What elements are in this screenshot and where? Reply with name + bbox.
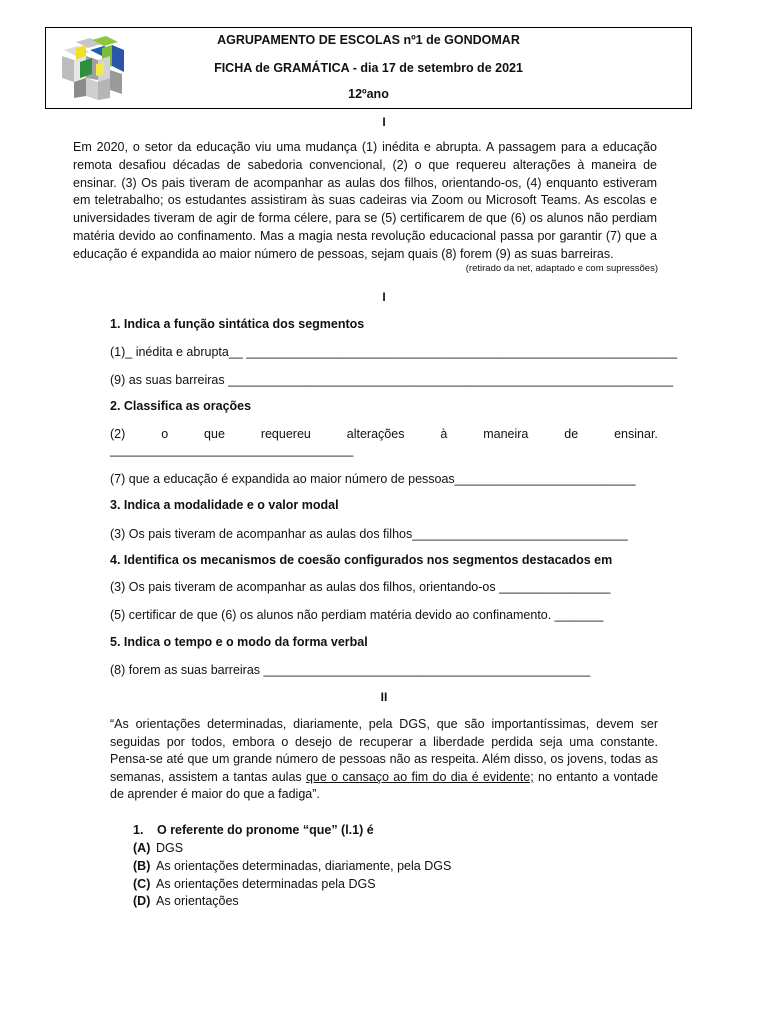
question-3-item-a: (3) Os pais tiveram de acompanhar as aulas dos filhos_______________________________ <box>110 527 628 541</box>
option-letter: (D) <box>133 894 151 908</box>
mc-question <box>133 823 374 837</box>
question-2-item-a-words <box>110 427 658 441</box>
mc-option-c <box>133 877 376 891</box>
mc-question-text: O referente do pronome “que” (l.1) é <box>157 823 374 837</box>
option-letter: (C) <box>133 877 151 891</box>
section-heading-1: I <box>382 115 386 129</box>
question-1-title: 1. Indica a função sintática dos segmentos <box>110 317 365 331</box>
mc-option-a <box>133 841 183 855</box>
text-paragraph-1: Em 2020, o setor da educação viu uma mudança (1) inédita e abrupta. A passagem para a educação remota desafiou décadas de sabedoria convencional, (2) o que requereu alterações à maneira de ensinar. (3) Os pais tiveram de acompanhar as aulas dos filhos, orientando-os, (4) enquanto estiveram em teletrabalho; os estudantes assistiram às suas cadeiras via Zoom ou Microsoft Teams. As escolas e universidades tiveram de agir de forma célere, para se (5) certificarem de que (6) os alunos não perdiam matéria devido ao confinamento. Mas a magia nesta revolução educacional passa por garantir (7) que a educação é expandida ao maior número de pessoas, sejam quais (8) forem (9) as suas barreiras. <box>73 140 657 261</box>
question-2-item-a <box>110 427 658 457</box>
question-1-item-a: (1)_ inédita e abrupta__ ______________________________________________________________ <box>110 345 678 359</box>
source-note: (retirado da net, adaptado e com supressões) <box>465 263 658 274</box>
option-letter: (A) <box>133 841 151 855</box>
section-heading-2: I <box>382 290 386 304</box>
word: à <box>440 427 448 441</box>
sheet-title: FICHA de GRAMÁTICA - dia 17 de setembro de 2021 <box>214 61 523 75</box>
word: o <box>161 427 169 441</box>
word: requereu <box>260 427 311 441</box>
question-3-title: 3. Indica a modalidade e o valor modal <box>110 498 339 512</box>
question-2-item-b: (7) que a educação é expandida ao maior número de pessoas__________________________ <box>110 472 636 486</box>
option-text: As orientações determinadas, diariamente, pela DGS <box>156 859 452 873</box>
mc-option-d <box>133 894 239 908</box>
word: ensinar. <box>614 427 658 441</box>
word: maneira <box>483 427 529 441</box>
question-2-title: 2. Classifica as orações <box>110 399 252 413</box>
text-2-part-1: “As orientações determinadas, diariamente, pela DGS, que são importantíssimas, devem ser seguidas por todos, embora o desejo de recuperar a liberdade perdida seja uma constante. Pensa-se até que um grande número de pessoas não as respeita. Além disso, os jovens, todas as semanas, assistem a tantas aulas <box>110 717 658 784</box>
word: (2) <box>110 427 126 441</box>
word: alterações <box>346 427 405 441</box>
text-paragraph-2 <box>110 716 658 804</box>
word: de <box>564 427 579 441</box>
question-5-title: 5. Indica o tempo e o modo da forma verbal <box>110 635 368 649</box>
underlined-segment: que o cansaço ao fim do dia é evidente; <box>305 769 534 784</box>
answer-blank: ___________________________________ <box>110 443 354 457</box>
option-letter: (B) <box>133 859 151 873</box>
question-4-item-a: (3) Os pais tiveram de acompanhar as aulas dos filhos, orientando-os ________________ <box>110 580 611 594</box>
question-4-title: 4. Identifica os mecanismos de coesão configurados nos segmentos destacados em <box>110 553 613 567</box>
school-name: AGRUPAMENTO DE ESCOLAS nº1 de GONDOMAR <box>217 33 520 47</box>
option-text: As orientações <box>156 894 239 908</box>
header-box <box>45 27 692 109</box>
option-text: As orientações determinadas pela DGS <box>156 877 376 891</box>
question-5-item-a: (8) forem as suas barreiras _______________________________________________ <box>110 663 591 677</box>
grade: 12ºano <box>348 87 389 101</box>
word: que <box>204 427 225 441</box>
question-1-item-b: (9) as suas barreiras ________________________________________________________________ <box>110 373 674 387</box>
option-text: DGS <box>156 841 184 855</box>
question-4-item-b: (5) certificar de que (6) os alunos não perdiam matéria devido ao confinamento. _______ <box>110 608 604 622</box>
section-heading-3: II <box>380 690 388 704</box>
text-2-part-2: no entanto a vontade de aprender é maior do que a fadiga”. <box>110 769 659 802</box>
mc-option-b <box>133 859 451 873</box>
mc-question-number: 1. <box>133 823 144 837</box>
